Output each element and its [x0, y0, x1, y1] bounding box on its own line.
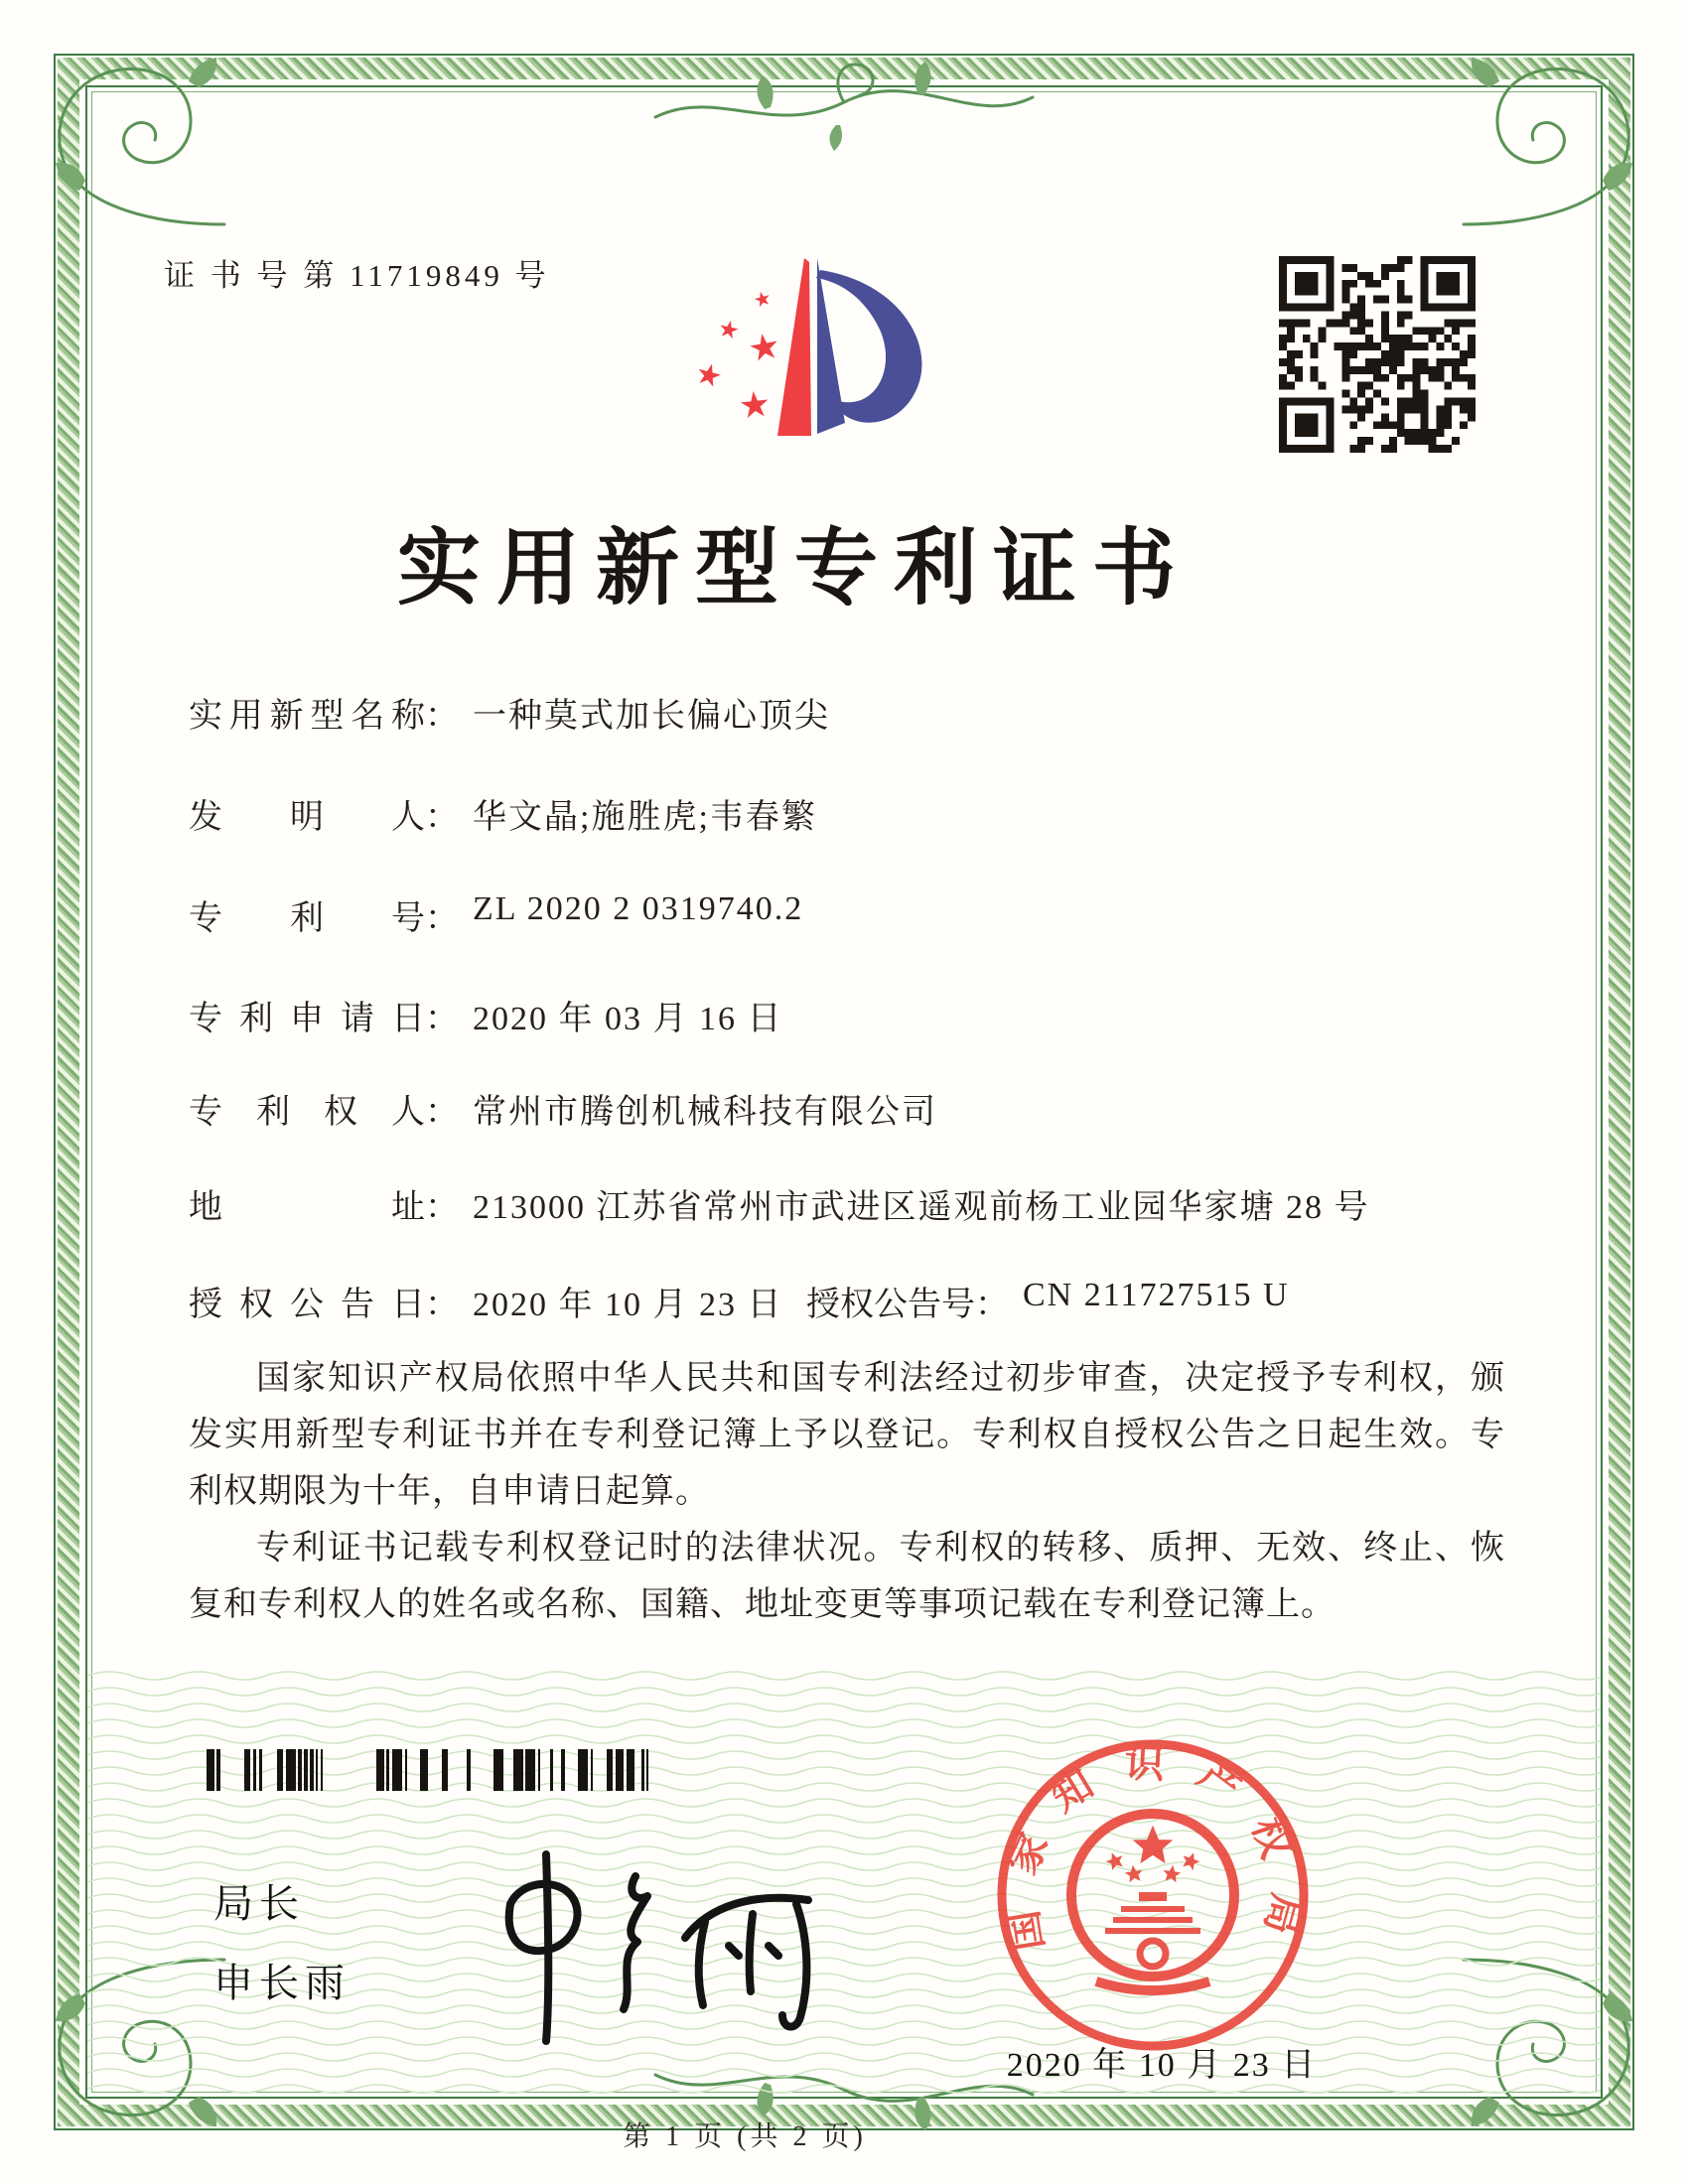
field-label: 专利号	[189, 900, 425, 937]
field-row-grant: 授权公告日： 2020 年 10 月 23 日 授权公告号： CN 211727515 U	[189, 1277, 1290, 1323]
field-label: 授权公告号	[806, 1287, 975, 1323]
legal-paragraph: 国家知识产权局依照中华人民共和国专利法经过初步审查，决定授予专利权，颁发实用新型专利证书并在专利登记簿上予以登记。专利权自授权公告之日起生效。专利权期限为十年，自申请日起算。	[189, 1360, 1505, 1510]
field-row-address: 地址： 213000 江苏省常州市武进区遥观前杨工业园华家塘 28 号	[189, 1179, 1509, 1231]
field-row-patentee: 专利权人： 常州市腾创机械科技有限公司	[189, 1084, 1509, 1136]
certificate-title: 实用新型专利证书	[396, 523, 1192, 615]
qr-code	[1279, 256, 1476, 453]
legal-paragraph: 专利证书记载专利权登记时的法律状况。专利权的转移、质押、无效、终止、恢复和专利权人的姓名或名称、国籍、地址变更等事项记载在专利登记簿上。	[189, 1530, 1505, 1623]
field-label: 授权公告日	[189, 1287, 425, 1323]
field-label: 发明人	[189, 799, 425, 836]
director-title: 局长	[213, 1882, 305, 1926]
corner-flourish-icon	[1460, 40, 1648, 228]
seal-ring-text: 国家知识产权局	[996, 1740, 1310, 1969]
field-value: 常州市腾创机械科技有限公司	[473, 1094, 937, 1131]
top-center-flourish-icon	[645, 48, 1043, 157]
barcode	[207, 1749, 661, 1791]
grant-number-pair: 授权公告号： CN 211727515 U	[806, 1277, 1290, 1323]
field-row-name: 实用新型名称： 一种莫式加长偏心顶尖	[189, 688, 1509, 740]
field-label: 专利申请日	[189, 1001, 425, 1037]
field-value: 2020 年 10 月 23 日	[473, 1287, 783, 1323]
page-footer: 第 1 页 (共 2 页)	[623, 2121, 867, 2152]
field-value: ZL 2020 2 0319740.2	[473, 890, 804, 927]
field-value: 华文晶;施胜虎;韦春繁	[473, 799, 817, 836]
cnipa-logo-icon	[645, 230, 973, 478]
official-seal-icon	[955, 1698, 1350, 2093]
corner-flourish-icon	[40, 40, 228, 228]
field-label: 专利权人	[189, 1094, 425, 1131]
svg-text:★: ★	[736, 383, 774, 428]
legal-text	[189, 1350, 1505, 1633]
svg-text:★: ★	[715, 314, 743, 345]
certificate-number: 证 书 号 第 11719849 号	[164, 258, 550, 293]
svg-text:★: ★	[750, 285, 774, 313]
guilloche-wave-background	[87, 1668, 1601, 2097]
director-name: 申长雨	[213, 1962, 351, 2005]
director-signature-icon	[459, 1843, 836, 2053]
svg-text:★: ★	[691, 355, 727, 396]
field-label: 地址	[189, 1189, 425, 1226]
field-label: 实用新型名称	[189, 698, 425, 735]
field-row-filing-date: 专利申请日： 2020 年 03 月 16 日	[189, 991, 1509, 1042]
seal-date: 2020 年 10 月 23 日	[1006, 2047, 1318, 2084]
field-row-patent-no: 专利号： ZL 2020 2 0319740.2	[189, 890, 804, 937]
field-value: CN 211727515 U	[1023, 1277, 1290, 1313]
field-value: 2020 年 03 月 16 日	[473, 1001, 783, 1037]
field-row-inventors: 发明人： 华文晶;施胜虎;韦春繁	[189, 789, 1509, 841]
svg-text:★: ★	[745, 325, 784, 371]
field-value: 一种莫式加长偏心顶尖	[473, 698, 830, 735]
field-value: 213000 江苏省常州市武进区遥观前杨工业园华家塘 28 号	[473, 1189, 1370, 1226]
